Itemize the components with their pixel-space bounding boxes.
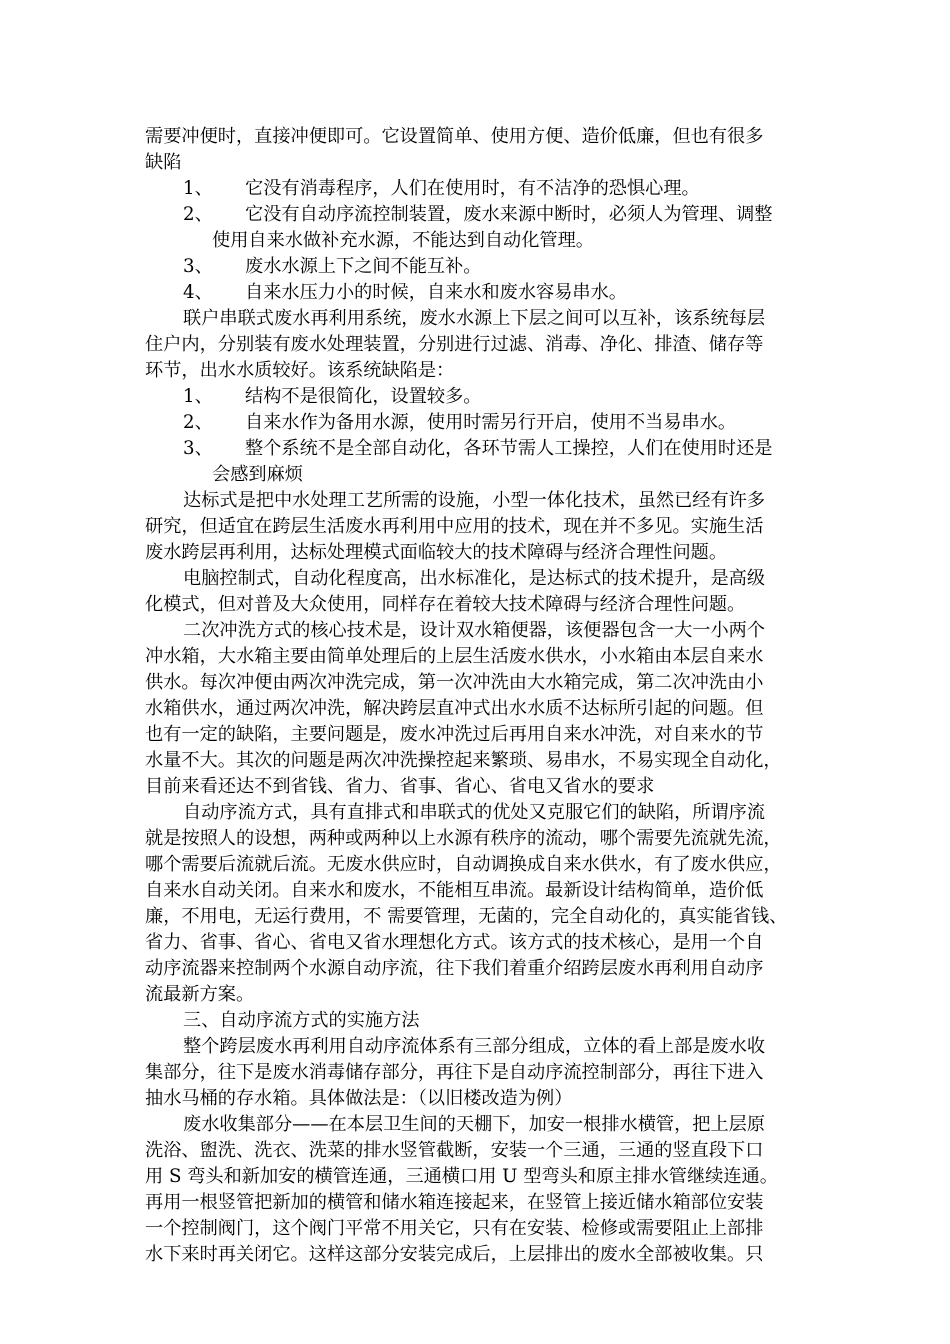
paragraph-line: 废水跨层再利用，达标处理模式面临较大的技术障碍与经济合理性问题。	[145, 542, 728, 563]
paragraph-line: 研究，但适宜在跨层生活废水再利用中应用的技术，现在并不多见。实施生活	[145, 516, 764, 537]
list-item-line: 会感到麻烦	[212, 464, 303, 485]
list-number: 4、	[183, 282, 213, 303]
paragraph-line: 洗浴、盥洗、洗衣、洗菜的排水竖管截断，安装一个三通，三通的竖直段下口	[145, 1140, 764, 1161]
paragraph-line: 住户内，分别装有废水处理装置，分别进行过滤、消毒、净化、排渣、储存等	[145, 334, 764, 355]
list-number: 3、	[183, 438, 213, 459]
list-number: 3、	[183, 256, 213, 277]
paragraph-line: 二次冲洗方式的核心技术是，设计双水箱便器，该便器包含一大一小两个	[183, 620, 766, 641]
list-number: 2、	[183, 412, 213, 433]
paragraph-line: 动序流器来控制两个水源自动序流，往下我们着重介绍跨层废水再利用自动序	[145, 958, 764, 979]
paragraph-line: 省力、省事、省心、省电又省水理想化方式。该方式的技术核心，是用一个自	[145, 932, 764, 953]
list-item-line: 它没有自动序流控制装置，废水来源中断时，必须人为管理、调整	[245, 204, 773, 225]
list-item-line: 它没有消毒程序，人们在使用时，有不洁净的恐惧心理。	[245, 178, 700, 199]
list-number: 1、	[183, 386, 213, 407]
paragraph-line: 缺陷	[145, 152, 182, 173]
paragraph-line: 用 S 弯头和新加安的横管连通，三通横口用 U 型弯头和原主排水管继续连通。	[145, 1166, 778, 1187]
paragraph-line: 环节，出水水质较好。该系统缺陷是：	[145, 360, 455, 381]
paragraph-line: 需要冲便时，直接冲便即可。它设置简单、使用方便、造价低廉，但也有很多	[145, 126, 764, 147]
list-item-line: 自来水压力小的时候，自来水和废水容易串水。	[245, 282, 627, 303]
list-number: 1、	[183, 178, 213, 199]
paragraph-line: 抽水马桶的存水箱。具体做法是：（以旧楼改造为例）	[145, 1088, 573, 1109]
paragraph-line: 化模式，但对普及大众使用，同样存在着较大技术障碍与经济合理性问题。	[145, 594, 746, 615]
section-heading: 三、自动序流方式的实施方法	[183, 1010, 420, 1031]
paragraph-line: 整个跨层废水再利用自动序流体系有三部分组成，立体的看上部是废水收	[183, 1036, 766, 1057]
paragraph-line: 目前来看还达不到省钱、省力、省事、省心、省电又省水的要求	[145, 776, 655, 797]
paragraph-line: 哪个需要后流就后流。无废水供应时，自动调换成自来水供水，有了废水供应，	[145, 854, 782, 875]
paragraph-line: 集部分，往下是废水消毒储存部分，再往下是自动序流控制部分，再往下进入	[145, 1062, 764, 1083]
paragraph-line: 一个控制阀门，这个阀门平常不用关它，只有在安装、检修或需要阻止上部排	[145, 1218, 764, 1239]
paragraph-line: 廉，不用电，无运行费用，不 需要管理，无菌的，完全自动化的，真实能省钱、	[145, 906, 788, 927]
paragraph-line: 电脑控制式，自动化程度高，出水标准化，是达标式的技术提升，是高级	[183, 568, 766, 589]
paragraph-line: 水箱供水，通过两次冲洗，解决跨层直冲式出水水质不达标所引起的问题。但	[145, 698, 764, 719]
paragraph-line: 自动序流方式，具有直排式和串联式的优处又克服它们的缺陷，所谓序流	[183, 802, 766, 823]
paragraph-line: 水下来时再关闭它。这样这部分安装完成后，上层排出的废水全部被收集。只	[145, 1244, 764, 1265]
paragraph-line: 水量不大。其次的问题是两次冲洗操控起来繁琐、易串水，不易实现全自动化，	[145, 750, 782, 771]
paragraph-line: 供水。每次冲便由两次冲洗完成，第一次冲洗由大水箱完成，第二次冲洗由小	[145, 672, 764, 693]
paragraph-line: 联户串联式废水再利用系统，废水水源上下层之间可以互补，该系统每层	[183, 308, 766, 329]
list-item-line: 结构不是很简化，设置较多。	[245, 386, 482, 407]
paragraph-line: 流最新方案。	[145, 984, 255, 1005]
list-item-line: 自来水作为备用水源，使用时需另行开启，使用不当易串水。	[245, 412, 737, 433]
paragraph-line: 也有一定的缺陷，主要问题是，废水冲洗过后再用自来水冲洗，对自来水的节	[145, 724, 764, 745]
paragraph-line: 废水收集部分——在本层卫生间的天棚下，加安一根排水横管，把上层原	[183, 1114, 766, 1135]
list-item-line: 整个系统不是全部自动化，各环节需人工操控，人们在使用时还是	[245, 438, 773, 459]
list-item-line: 废水水源上下之间不能互补。	[245, 256, 482, 277]
paragraph-line: 就是按照人的设想，两种或两种以上水源有秩序的流动，哪个需要先流就先流，	[145, 828, 782, 849]
list-number: 2、	[183, 204, 213, 225]
paragraph-line: 自来水自动关闭。自来水和废水，不能相互串流。最新设计结构简单，造价低	[145, 880, 764, 901]
paragraph-line: 达标式是把中水处理工艺所需的设施，小型一体化技术，虽然已经有许多	[183, 490, 766, 511]
paragraph-line: 再用一根竖管把新加的横管和储水箱连接起来，在竖管上接近储水箱部位安装	[145, 1192, 764, 1213]
list-item-line: 使用自来水做补充水源，不能达到自动化管理。	[212, 230, 594, 251]
paragraph-line: 冲水箱，大水箱主要由简单处理后的上层生活废水供水，小水箱由本层自来水	[145, 646, 764, 667]
